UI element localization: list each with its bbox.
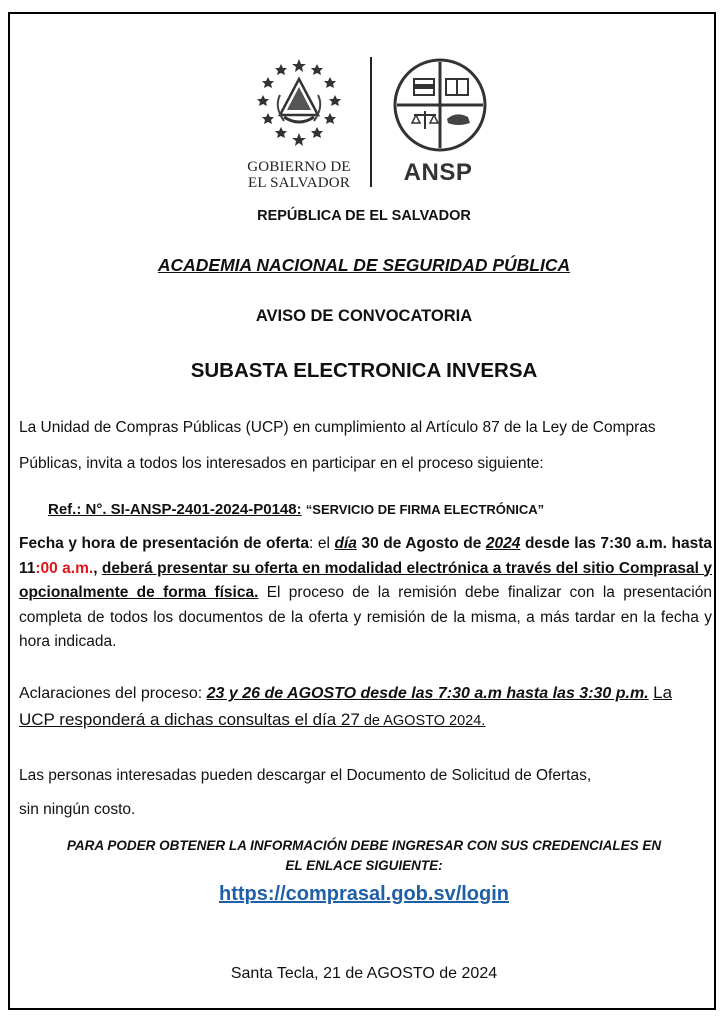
aclaraciones-label: Aclaraciones del proceso: xyxy=(19,685,207,702)
comprasal-link-row xyxy=(20,883,708,906)
comprasal-login-link[interactable]: https://comprasal.gob.sv/login xyxy=(218,883,510,905)
republica-title: REPÚBLICA DE EL SALVADOR xyxy=(257,208,471,224)
gobierno-el-salvador-wordmark xyxy=(240,159,358,191)
fecha-text-4: , xyxy=(93,559,102,577)
aclaraciones-dates: 23 y 26 de AGOSTO desde las 7:30 a.m hasta las 3:30 p.m. xyxy=(206,685,649,702)
reference-line xyxy=(48,497,688,522)
academia-title: ACADEMIA NACIONAL DE SEGURIDAD PÚBLICA xyxy=(157,255,571,275)
fecha-dia: día xyxy=(334,535,357,552)
descarga-line1: Las personas interesadas pueden descargar el Documento de Solicitud de Ofertas, xyxy=(19,767,592,784)
fecha-label: Fecha y hora de presentación de oferta xyxy=(19,535,310,552)
subasta-title: SUBASTA ELECTRONICA INVERSA xyxy=(190,359,538,382)
aclaraciones-paragraph xyxy=(19,680,712,734)
fecha-year: 2024 xyxy=(485,535,521,552)
el-salvador-coat-of-arms-icon xyxy=(254,55,344,155)
ansp-emblem-icon xyxy=(392,57,488,153)
gob-line1: GOBIERNO DE xyxy=(247,159,351,175)
aclaraciones-month: de AGOSTO 2024. xyxy=(359,713,486,729)
reference-code: Ref.: N°. SI-ANSP-2401-2024-P0148: xyxy=(48,501,302,518)
header-logos xyxy=(240,55,500,190)
intro-line1: La Unidad de Compras Públicas (UCP) en cumplimiento al Artículo 87 de la Ley de Compras xyxy=(19,419,656,436)
gob-line2: EL SALVADOR xyxy=(247,175,351,191)
logo-divider xyxy=(370,57,372,187)
fecha-paragraph xyxy=(19,532,712,655)
aclaraciones-ucp: La UCP responderá a dichas consultas el día 27 xyxy=(19,683,673,729)
aviso-title: AVISO DE CONVOCATORIA xyxy=(255,307,473,325)
fecha-text-2: 30 de Agosto de xyxy=(356,535,486,552)
credenciales-line1: PARA PODER OBTENER LA INFORMACIÓN DEBE INGRESAR CON SUS CREDENCIALES EN xyxy=(66,838,662,853)
ansp-wordmark: ANSP xyxy=(403,159,473,186)
intro-line2: Públicas, invita a todos los interesados en participar en el proceso siguiente: xyxy=(19,455,544,472)
credenciales-line2: EL ENLACE SIGUIENTE: xyxy=(285,858,443,873)
fecha-deber: deberá presentar su oferta en modalidad electrónica a través del sitio Comprasal y opcionalmente de forma física. xyxy=(19,559,712,601)
place-and-date: Santa Tecla, 21 de AGOSTO de 2024 xyxy=(230,965,498,982)
reference-service-name: “SERVICIO DE FIRMA ELECTRÓNICA” xyxy=(305,502,545,517)
fecha-text-1: : el xyxy=(309,535,335,552)
fecha-time-red: :00 a.m. xyxy=(35,559,94,577)
fecha-rest: El proceso de la remisión debe finalizar con la presentación completa de todos los documentos de la oferta y remisión de la misma, a más tardar en la fecha y hora indicada. xyxy=(19,584,712,650)
fecha-text-3: desde las 7:30 a.m. hasta 11 xyxy=(19,535,713,577)
descarga-line2: sin ningún costo. xyxy=(19,801,136,818)
